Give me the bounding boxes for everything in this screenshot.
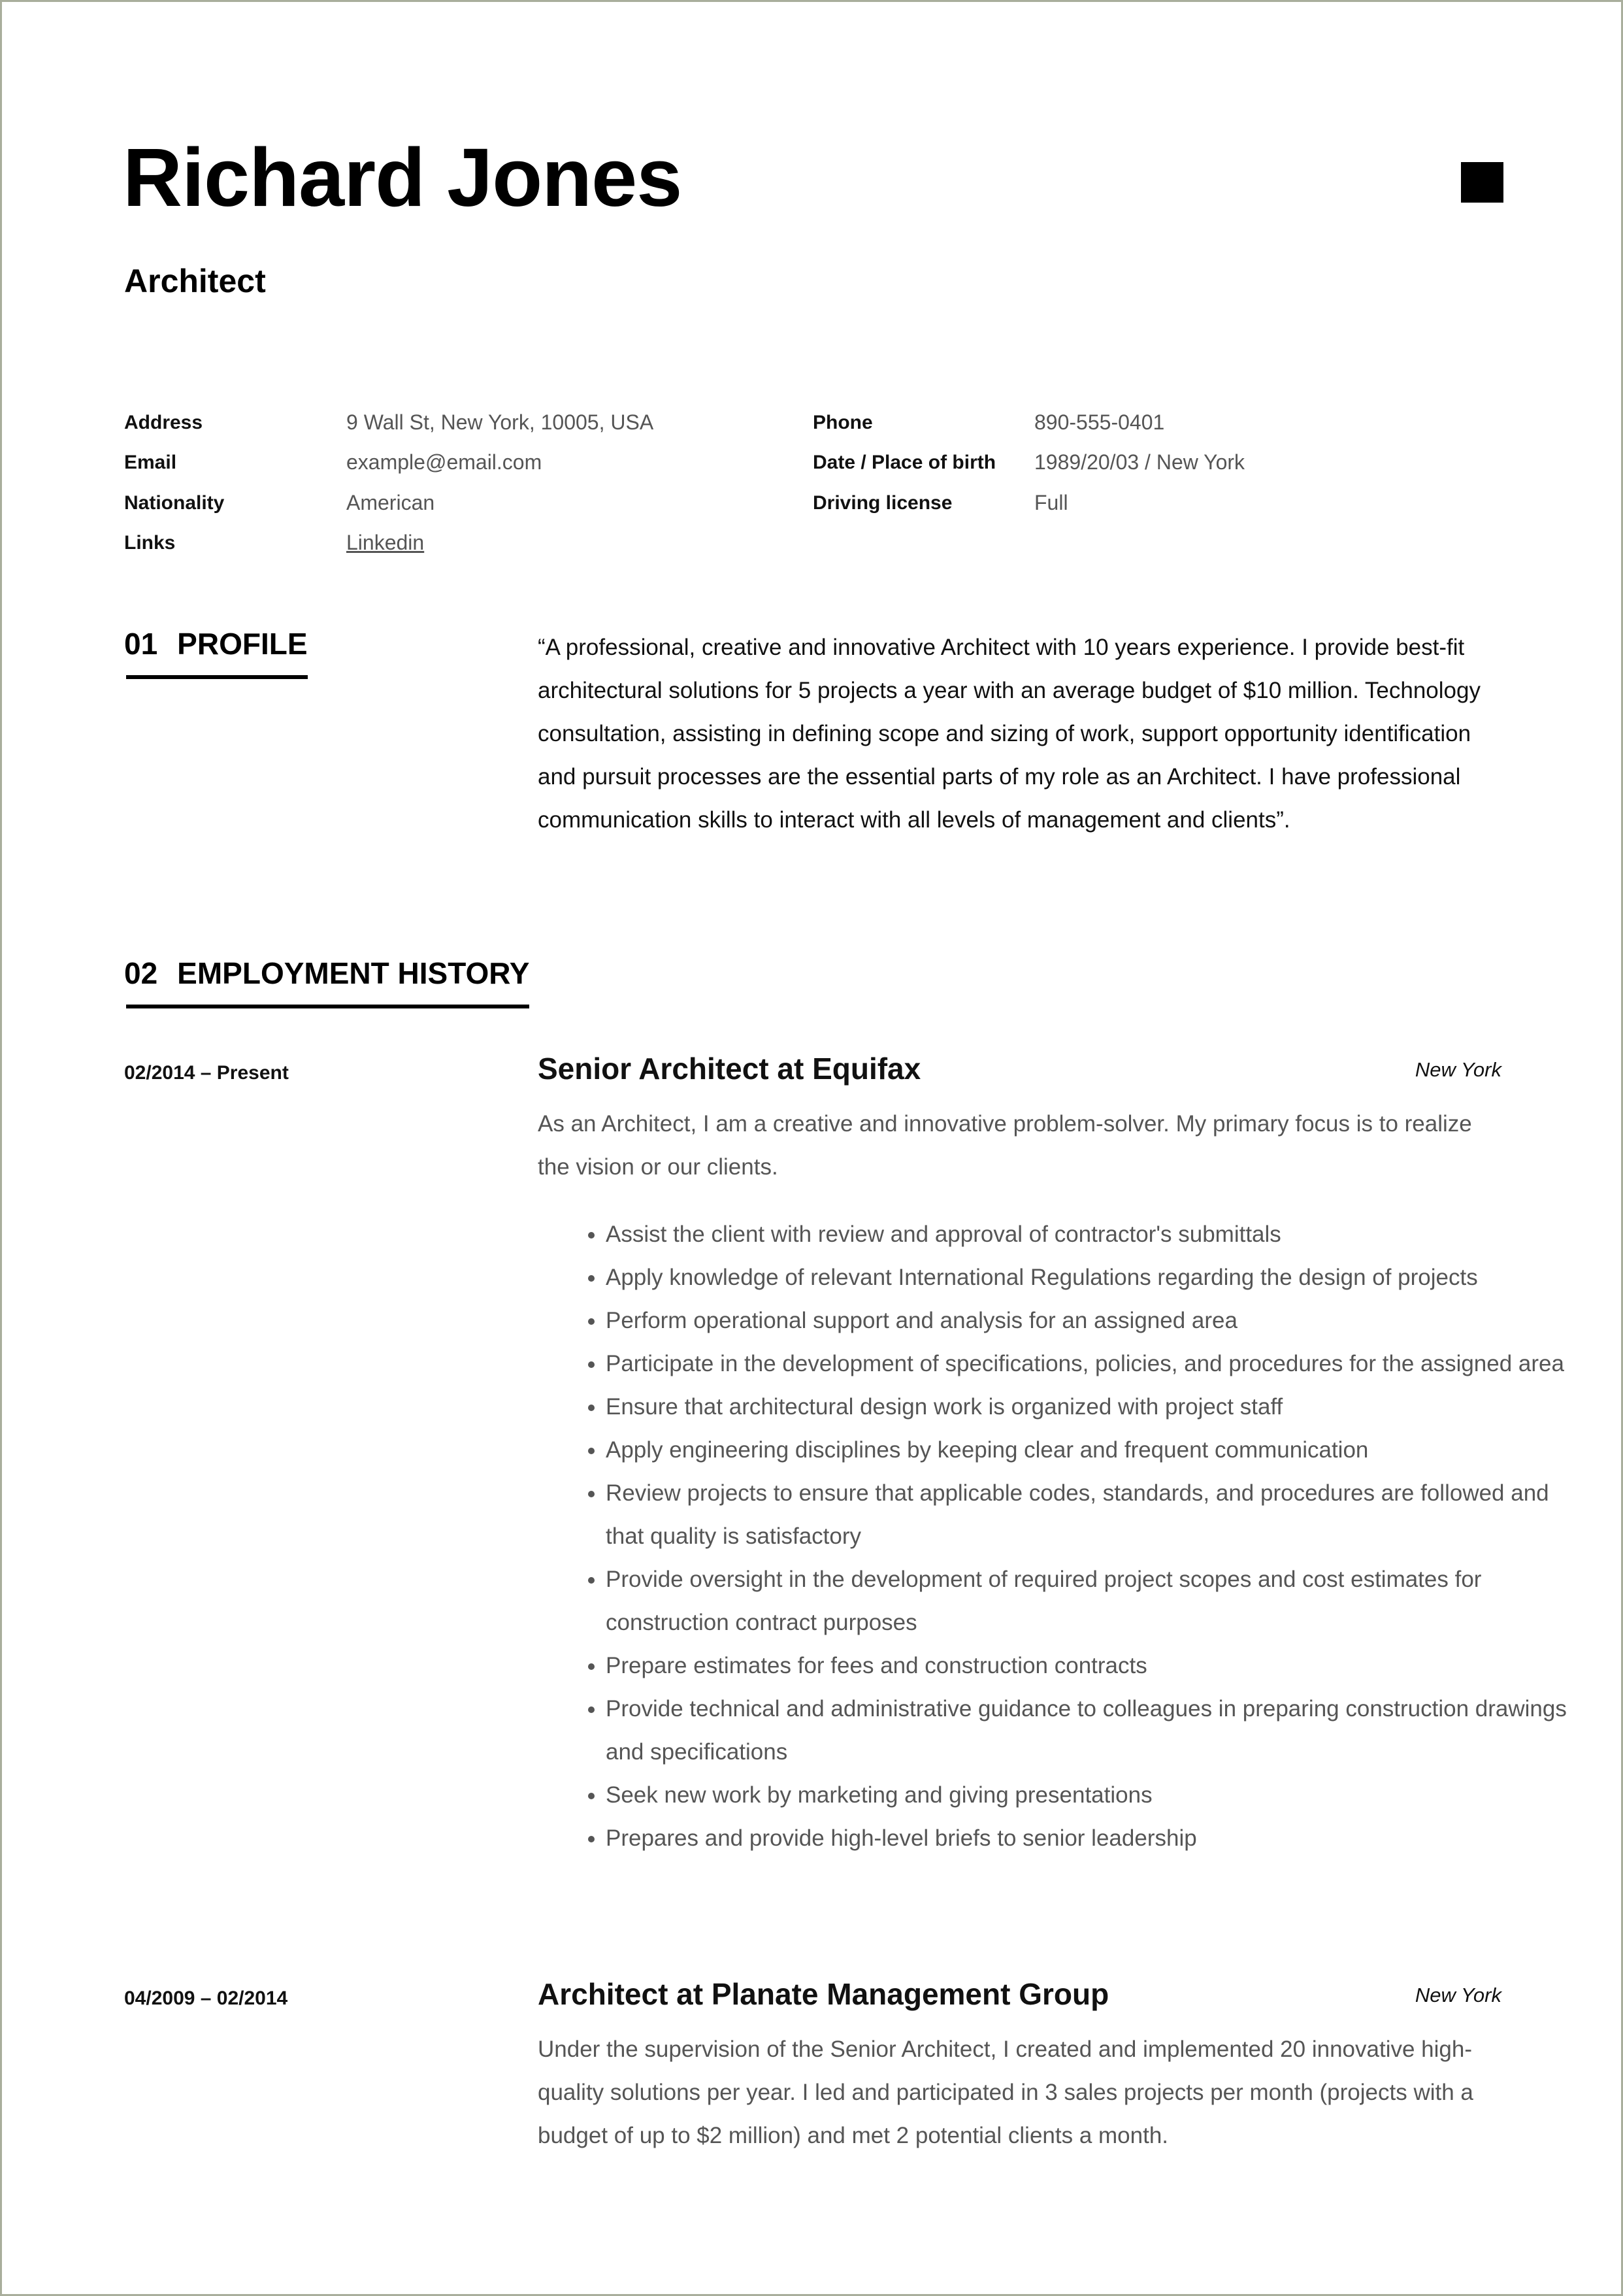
candidate-name: Richard Jones bbox=[123, 131, 682, 224]
employment-heading-underline bbox=[126, 1005, 529, 1008]
list-item: • Prepares and provide high-level briefs to senior leadership bbox=[606, 1817, 1573, 1860]
address-label: Address bbox=[124, 412, 203, 433]
employment-section-number: 02 bbox=[124, 956, 158, 990]
list-item: • Participate in the development of specifications, policies, and procedures for the assigned area bbox=[606, 1342, 1573, 1386]
job-title: Architect at Planate Management Group bbox=[538, 1977, 1109, 2011]
email-label: Email bbox=[124, 452, 177, 473]
linkedin-link[interactable]: Linkedin bbox=[346, 531, 425, 554]
candidate-job-title: Architect bbox=[124, 263, 266, 299]
job-title: Senior Architect at Equifax bbox=[538, 1052, 921, 1086]
list-item: • Review projects to ensure that applicable codes, standards, and procedures are followed and that quality is satisfactory bbox=[606, 1472, 1573, 1558]
profile-heading bbox=[124, 625, 308, 662]
email-value: example@email.com bbox=[346, 450, 542, 474]
profile-section-number: 01 bbox=[124, 627, 158, 661]
profile-heading-underline bbox=[126, 675, 308, 679]
links-label: Links bbox=[124, 532, 176, 554]
list-item: • Seek new work by marketing and giving presentations bbox=[606, 1774, 1573, 1817]
birth-value: 1989/20/03 / New York bbox=[1034, 450, 1245, 474]
nationality-value: American bbox=[346, 491, 435, 514]
job-description: Under the supervision of the Senior Architect, I created and implemented 20 innovative high-quality solutions per year. I led and participated in 3 sales projects per month (projects with a budget of up to $2 million) and met 2 potential clients a month. bbox=[538, 2037, 1473, 2148]
nationality-label: Nationality bbox=[124, 492, 225, 514]
list-item: • Provide oversight in the development of required project scopes and cost estimates for construction contract purposes bbox=[606, 1558, 1573, 1644]
job-responsibilities-list bbox=[538, 1213, 1573, 1860]
list-item: • Prepare estimates for fees and construction contracts bbox=[606, 1644, 1573, 1688]
list-item: • Apply knowledge of relevant International Regulations regarding the design of projects bbox=[606, 1256, 1573, 1299]
decorative-square bbox=[1461, 162, 1503, 203]
job-description: As an Architect, I am a creative and innovative problem-solver. My primary focus is to realize the vision or our clients. bbox=[538, 1111, 1472, 1180]
list-item: • Assist the client with review and approval of contractor's submittals bbox=[606, 1213, 1573, 1256]
phone-value: 890-555-0401 bbox=[1034, 410, 1165, 434]
job-dates: 04/2009 – 02/2014 bbox=[124, 1988, 288, 2009]
employment-section-title: EMPLOYMENT HISTORY bbox=[177, 956, 530, 990]
phone-label: Phone bbox=[813, 412, 873, 433]
job-location: New York bbox=[1415, 1058, 1501, 1081]
job-dates: 02/2014 – Present bbox=[124, 1062, 289, 1084]
list-item: • Provide technical and administrative guidance to colleagues in preparing construction drawings and specifications bbox=[606, 1688, 1573, 1774]
list-item: • Perform operational support and analysis for an assigned area bbox=[606, 1299, 1573, 1342]
driving-license-value: Full bbox=[1034, 491, 1068, 514]
address-value: 9 Wall St, New York, 10005, USA bbox=[346, 410, 654, 434]
list-item: • Ensure that architectural design work is organized with project staff bbox=[606, 1386, 1573, 1429]
profile-summary: “A professional, creative and innovative Architect with 10 years experience. I provide best-fit architectural solutions for 5 projects a year with an average budget of $10 million. Technology consultation, assisting in defining scope and sizing of work, support opportunity identification and pursuit processes are the essential parts of my role as an Architect. I have professional communication skills to interact with all levels of management and clients”. bbox=[538, 635, 1481, 833]
birth-label: Date / Place of birth bbox=[813, 452, 996, 473]
list-item: • Apply engineering disciplines by keeping clear and frequent communication bbox=[606, 1429, 1573, 1472]
job-location: New York bbox=[1415, 1984, 1501, 2006]
employment-heading bbox=[124, 955, 529, 991]
driving-license-label: Driving license bbox=[813, 492, 953, 514]
profile-section-title: PROFILE bbox=[177, 627, 308, 661]
links-value bbox=[346, 531, 424, 554]
